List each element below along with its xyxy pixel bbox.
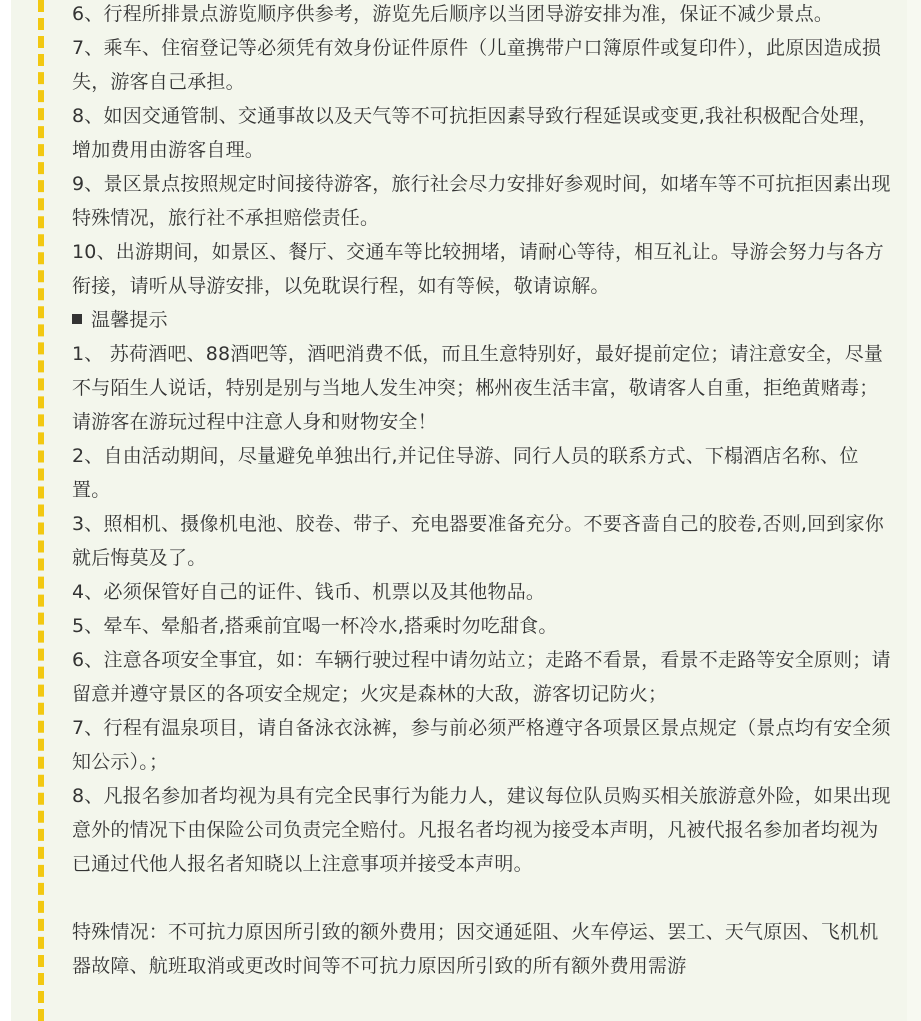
dashed-yellow-border xyxy=(38,0,44,1021)
note-item-7: 7、乘车、住宿登记等必须凭有效身份证件原件（儿童携带户口簿原件或复印件），此原因造成损失，游客自己承担。 xyxy=(72,37,882,93)
note-item-6: 6、行程所排景点游览顺序供参考，游览先后顺序以当团导游安排为准，保证不减少景点。 xyxy=(72,3,834,25)
tip-item-8: 8、凡报名参加者均视为具有完全民事行为能力人，建议每位队员购买相关旅游意外险，如果出现意外的情况下由保险公司负责完全赔付。凡报名者均视为接受本声明，凡被代报名参加者均视为已通过代他人报名者知晓以上注意事项并接受本声明。 xyxy=(72,785,891,875)
tip-item-1: 1、 苏荷酒吧、88酒吧等，酒吧消费不低，而且生意特别好，最好提前定位；请注意安全，尽量不与陌生人说话，特别是别与当地人发生冲突；郴州夜生活丰富，敬请客人自重，拒绝黄赌毒；请游客在游玩过程中注意人身和财物安全！ xyxy=(72,343,884,433)
square-bullet-icon xyxy=(72,314,82,324)
tip-item-4: 4、必须保管好自己的证件、钱币、机票以及其他物品。 xyxy=(72,581,546,603)
notice-content xyxy=(72,0,896,983)
tip-item-5: 5、晕车、晕船者,搭乘前宜喝一杯冷水,搭乘时勿吃甜食。 xyxy=(72,615,558,637)
spacer xyxy=(72,881,896,915)
tip-item-3: 3、照相机、摄像机电池、胶卷、带子、充电器要准备充分。不要吝啬自己的胶卷,否则,回到家你就后悔莫及了。 xyxy=(72,513,884,569)
note-item-9: 9、景区景点按照规定时间接待游客，旅行社会尽力安排好参观时间，如堵车等不可抗拒因素出现特殊情况，旅行社不承担赔偿责任。 xyxy=(72,173,891,229)
left-margin xyxy=(0,0,11,1021)
tips-heading xyxy=(72,303,896,337)
tips-heading-label: 温馨提示 xyxy=(91,309,168,331)
tip-item-6: 6、注意各项安全事宜，如：车辆行驶过程中请勿站立；走路不看景，看景不走路等安全原则；请留意并遵守景区的各项安全规定；火灾是森林的大敌，游客切记防火； xyxy=(72,649,891,705)
tip-item-7: 7、行程有温泉项目，请自备泳衣泳裤，参与前必须严格遵守各项景区景点规定（景点均有安全须知公示）。； xyxy=(72,717,891,773)
note-item-8: 8、如因交通管制、交通事故以及天气等不可抗拒因素导致行程延误或变更,我社积极配合处理，增加费用由游客自理。 xyxy=(72,105,878,161)
tip-item-2: 2、自由活动期间，尽量避免单独出行,并记住导游、同行人员的联系方式、下榻酒店名称、位置。 xyxy=(72,445,859,501)
special-circumstances: 特殊情况：不可抗力原因所引致的额外费用；因交通延阻、火车停运、罢工、天气原因、飞机机器故障、航班取消或更改时间等不可抗力原因所引致的所有额外费用需游 xyxy=(72,921,879,977)
right-margin xyxy=(907,0,921,1021)
note-item-10: 10、出游期间，如景区、餐厅、交通车等比较拥堵，请耐心等待，相互礼让。导游会努力与各方衔接，请听从导游安排，以免耽误行程，如有等候，敬请谅解。 xyxy=(72,241,884,297)
